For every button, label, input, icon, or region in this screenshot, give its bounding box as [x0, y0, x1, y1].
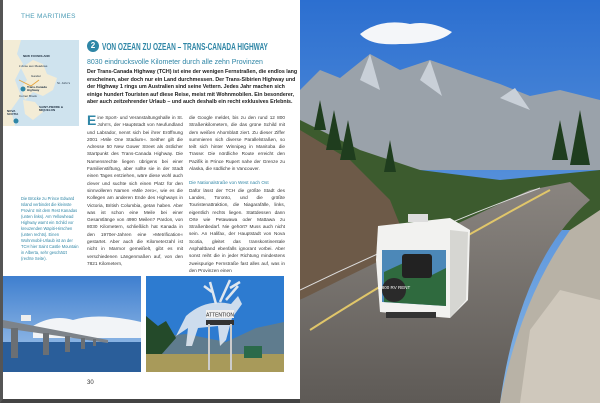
map-label: Trans-Canada Highway: [27, 85, 47, 93]
photo-caption: Die Brücke zu Prince Edward Island verbindet die kleinste Provinz mit dem Rest Kanadas (unten links). Am Yellowhead Highway warnt ein Schild vor kreuzenden Wapiti-Hirschen (unten rechts). Einen Wohnmobil-Urlaub ist an der TCH hier Saint Castle Mountain in Alberta, sehr geschätzt (rechte Seite).: [21, 196, 79, 261]
article-title: VON OZEAN ZU OZEAN – TRANS-CANADA HIGHWAY: [102, 41, 268, 53]
drop-cap: E: [87, 112, 97, 128]
text-column-1: [87, 114, 183, 267]
sign-text: ATTENTION: [206, 312, 234, 319]
locator-map: [3, 40, 79, 126]
article-number-badge: 2: [87, 40, 99, 52]
article-intro: Der Trans-Canada Highway (TCH) ist eine der wenigen Fernstraßen, die endlos lang erscheinen, aber doch nur ein Land durchmessen. Der Trans-Sibirien Highway und der Highway 1 rings um Australien sind seine Vettern. Jedes Jahr machen sich einige hundert Touristen auf diese Reise, meist mit Wohnmobilen. Ein besonderer, aber auch zeitzehrender Urlaub – und auch deshalb ein recht exklusives Erlebnis.: [87, 69, 298, 106]
map-label: St. John's: [57, 81, 71, 85]
column-text: die Google meldet, bis zu den rund 12 800 Straßenkilometern, die das grüne Schild mit dem weißen Ahornblatt ziert. Zu dieser Ziffer summieren sich diverse Parallelstraßen, so teilt sich hinter Winnipeg in Manitoba die Trasse: Die nördliche Route erreicht den Pazifik in Prince Rupert nahe der Grenze zu Alaska, die südliche in Vancouver.: [189, 115, 285, 172]
column-text: ine Sport- und Veranstaltungshalle in St. John's, der Hauptstadt von Neufundland und Labrador, nennt sich bei ihrer Eröffnung 2001 »Mile One Stadium«. Seither gilt die Adresse 50 New Gower Street als östlicher Startpunkt des Trans-Canada Highway. Die Namensrechte liegen übrigens bei einer Familienstiftung, aber sollte sie in der Stadt einen Tages entziehen, wäre diese wohl auch clever und suchte sich einen Platz für den sinnvolleren Namen »Mile zero«, wie es die Kollegen am anderen Ende des Highways in Victoria, British Columbia, getan haben. Aber was ist schon eine Meile bei einer Gesamtlänge von 4990 Meilen? Pardon, von 8030 Kilometern, schließlich hat Kanada in den 1970er-Jahren eine »Metrification« gestartet. Aber auch die Kilometerzahl ist nicht in Marmor gemeißelt, gibt es mit verschiedenen Längenmaßen auf, von den 7821 Kilometern,: [87, 115, 183, 266]
map-label: SAINT-PIERRE & MIQUELON: [39, 105, 64, 113]
map-label: Gander: [31, 74, 42, 78]
text-column-2: [189, 114, 285, 274]
section-heading: Die Nationalstraße von West nach Ost: [189, 180, 269, 186]
rv-highway-photo: [300, 0, 600, 403]
article-subtitle: 8030 eindrucksvolle Kilometer durch alle zehn Provinzen: [87, 59, 263, 66]
bridge-photo: [3, 276, 141, 372]
column-text: Dafür lässt der TCH die größte Stadt des Landes, Toronto, und die größte Touristenattraktion, die Niagarafälle, links, eigentlich rechts liegen. Stattdessen dann Orte wie Petawawa oder Mattawa zu Straßenbedarf. Nie gehört? Muss auch nicht sein. An Halifax, der Hauptstadt von Nova Scotia, gleitet das transkontinentale Asphaltband ebenfalls ignorant vorbei. Aber sonst reiht die in jeder Richtung mindestens zweispurige Fernstraße fast alles auf, was in den Provinzen einen: [189, 187, 285, 273]
map-label: Corner Brook: [19, 94, 37, 98]
map-label: L'Anse aux Meadows: [19, 64, 48, 68]
rv-plate-text: 1-800 RV RENT: [377, 285, 411, 290]
rv-vehicle: [376, 214, 470, 318]
running-header: THE MARITIMES: [21, 13, 76, 20]
map-label: NEW FOUNDLAND: [23, 54, 50, 58]
elk-sign-photo: [146, 276, 284, 372]
map-label: NOVA SCOTIA: [7, 109, 19, 117]
page-number: 30: [87, 380, 94, 386]
